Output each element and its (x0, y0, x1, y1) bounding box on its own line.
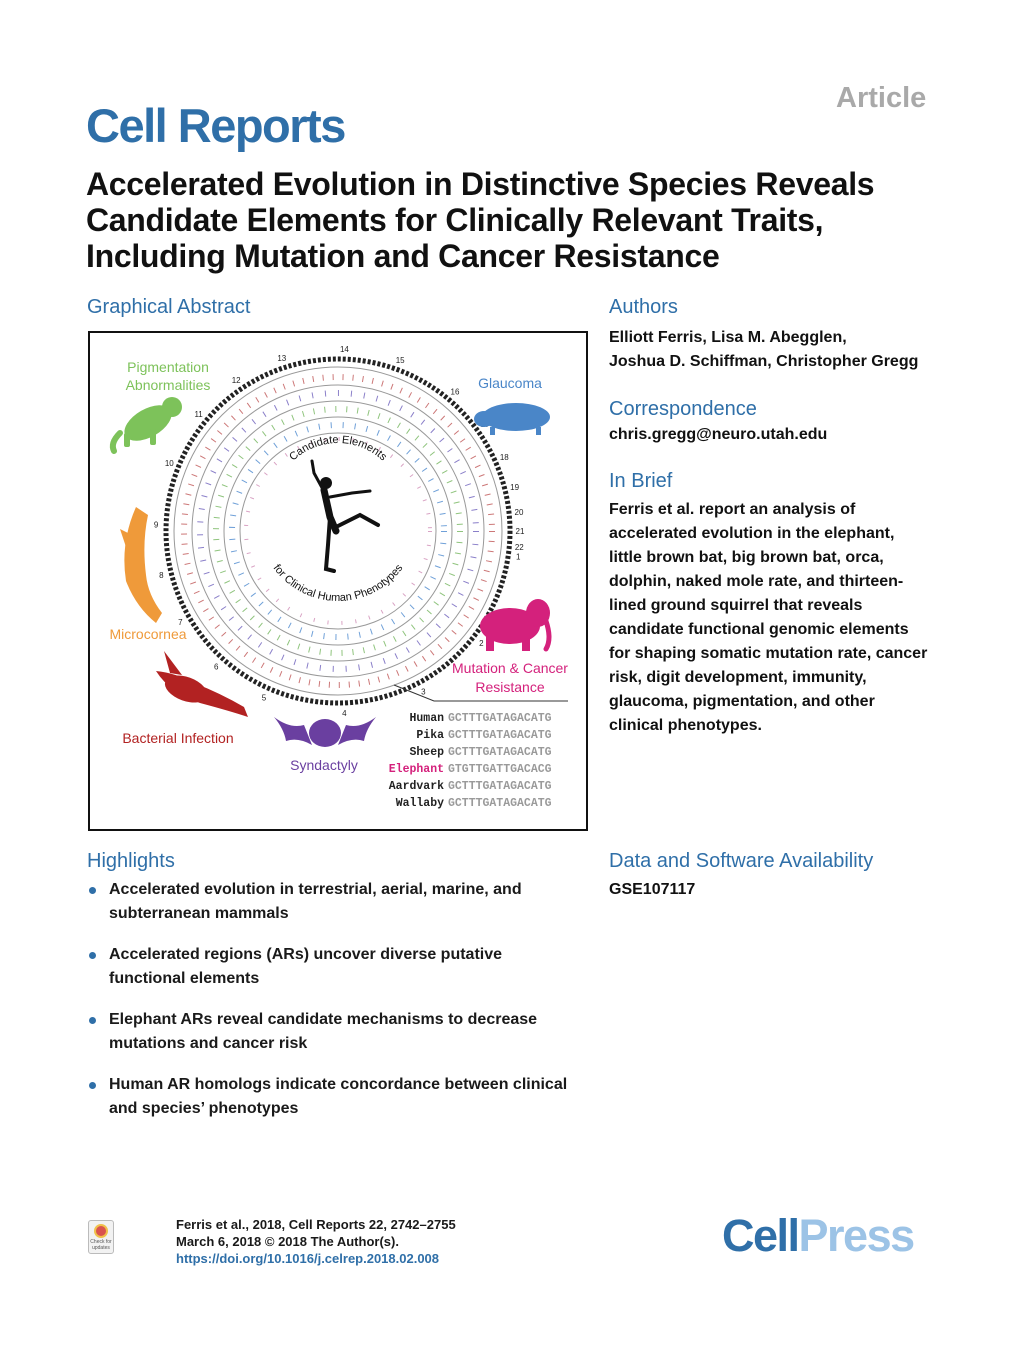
highlight-line: Elephant ARs reveal candidate mechanisms to decrease (109, 1011, 538, 1028)
chromosome-label: 22 (514, 542, 524, 552)
alignment-species: Pika (416, 729, 444, 742)
chromosome-label: 8 (159, 571, 164, 580)
mole-rat-icon (474, 403, 550, 435)
correspondence-heading: Correspondence (609, 398, 757, 420)
article-type-label: Article (836, 82, 927, 114)
glaucoma-group (474, 375, 550, 435)
citation-date: March 6, 2018 © 2018 The Author(s). (176, 1234, 399, 1249)
in-brief-line: risk, digit development, immunity, (609, 669, 867, 686)
check-updates-badge[interactable] (88, 1220, 114, 1254)
chromosome-label: 5 (261, 693, 267, 703)
authors-line: Joshua D. Schiffman, Christopher Gregg (609, 353, 919, 370)
highlight-item (88, 943, 598, 991)
in-brief-heading: In Brief (609, 470, 673, 492)
chromosome-label: 11 (194, 410, 203, 419)
chromosome-label: 13 (277, 353, 287, 363)
graphical-abstract-heading: Graphical Abstract (87, 296, 251, 318)
citation-line: Ferris et al., 2018, Cell Reports 22, 2742–2755 (176, 1217, 456, 1232)
chromosome-label: 9 (153, 520, 159, 530)
highlight-line: Accelerated regions (ARs) uncover diverse putative (109, 946, 503, 963)
in-brief-line: dolphin, naked mole rate, and thirteen- (609, 573, 904, 590)
badge-text-line: Check for (90, 1239, 112, 1245)
authors-heading: Authors (609, 296, 678, 318)
check-updates-icon (94, 1224, 108, 1238)
alignment-sequence: GCTTTGATAGACATG (448, 746, 552, 759)
in-brief-line: candidate functional genomic elements (609, 621, 909, 638)
chromosome-label: 6 (213, 662, 219, 672)
alignment-sequence: GCTTTGATAGACATG (448, 729, 552, 742)
highlight-item (88, 1073, 598, 1121)
journal-name: Cell Reports (86, 99, 345, 152)
pigmentation-label-line2: Abnormalities (125, 377, 211, 393)
highlights-heading: Highlights (87, 850, 175, 872)
title-line: Including Mutation and Cancer Resistance (86, 238, 720, 274)
correspondence-email[interactable]: chris.gregg@neuro.utah.edu (609, 426, 828, 443)
circle-text-top: Candidate Elements (287, 433, 389, 464)
alignment-species: Sheep (409, 746, 444, 759)
in-brief-line: lined ground squirrel that reveals (609, 597, 863, 614)
in-brief-text (609, 498, 927, 738)
highlights-list (88, 878, 598, 1138)
authors-line: Elliott Ferris, Lisa M. Abegglen, (609, 329, 847, 346)
chromosome-label: 3 (421, 687, 426, 697)
microcornea-label: Microcornea (109, 626, 187, 642)
bacterial-label: Bacterial Infection (122, 730, 234, 746)
highlight-line: Human AR homologs indicate concordance between clinical (109, 1076, 568, 1093)
authors-list (609, 326, 918, 374)
sequence-alignment (389, 712, 552, 810)
chromosome-label: 15 (395, 356, 405, 365)
syndactyly-group (274, 717, 376, 773)
chromosome-label: 7 (178, 618, 183, 627)
highlight-line: subterranean mammals (109, 905, 289, 922)
orca-icon (156, 651, 248, 717)
in-brief-line: little brown bat, big brown bat, orca, (609, 549, 884, 566)
chromosome-label: 1 (515, 552, 521, 562)
pigmentation-label-line1: Pigmentation (127, 359, 209, 375)
highlight-item (88, 878, 598, 926)
chromosome-label: 4 (342, 708, 347, 718)
doi-link[interactable]: https://doi.org/10.1016/j.celrep.2018.02.008 (176, 1251, 440, 1266)
highlight-line: functional elements (109, 970, 260, 987)
elephant-icon (480, 599, 550, 651)
alignment-sequence: GCTTTGATAGACATG (448, 780, 552, 793)
in-brief-line: Ferris et al. report an analysis of (609, 501, 856, 518)
chromosome-label: 14 (339, 345, 349, 355)
glaucoma-label: Glaucoma (478, 375, 542, 391)
data-accession[interactable]: GSE107117 (609, 881, 696, 898)
alignment-species: Aardvark (388, 780, 444, 793)
dancer-icon (312, 461, 378, 571)
graphical-abstract-svg (90, 333, 586, 829)
in-brief-line: for shaping somatic mutation rate, cancer (609, 645, 928, 662)
chromosome-label: 19 (510, 483, 520, 492)
chromosome-label: 10 (164, 458, 174, 468)
chromosome-label: 21 (515, 527, 525, 536)
in-brief-line: clinical phenotypes. (609, 717, 762, 734)
alignment-sequence: GCTTTGATAGACATG (448, 712, 552, 725)
logo-part-press: Press (798, 1210, 914, 1261)
title-line: Candidate Elements for Clinically Relevant Traits, (86, 202, 824, 238)
cellpress-logo (722, 1210, 914, 1262)
microcornea-group (109, 507, 186, 642)
mutation-cancer-group (452, 599, 568, 695)
data-availability-heading: Data and Software Availability (609, 850, 874, 872)
highlight-line: mutations and cancer risk (109, 1035, 308, 1052)
chromosome-label: 16 (450, 387, 460, 397)
highlight-item (88, 1008, 598, 1056)
logo-part-cell: Cell (722, 1210, 799, 1261)
alignment-species: Wallaby (395, 797, 444, 810)
title-line: Accelerated Evolution in Distinctive Species Reveals (86, 166, 875, 202)
alignment-species: Elephant (388, 763, 444, 776)
alignment-species: Human (409, 712, 444, 725)
chromosome-label: 18 (499, 453, 509, 462)
syndactyly-label: Syndactyly (290, 757, 358, 773)
squirrel-icon (113, 397, 182, 451)
article-title (86, 166, 966, 274)
mutation-cancer-label-line2: Resistance (475, 679, 545, 695)
mutation-cancer-label-line1: Mutation & Cancer (452, 660, 568, 676)
chromosome-label: 12 (231, 376, 241, 386)
alignment-sequence: GTGTTGATTGACACG (448, 763, 552, 776)
badge-text-line: updates (92, 1245, 110, 1251)
highlight-line: and species’ phenotypes (109, 1100, 299, 1117)
alignment-sequence: GCTTTGATAGACATG (448, 797, 552, 810)
in-brief-line: glaucoma, pigmentation, and other (609, 693, 875, 710)
chromosome-label: 2 (479, 639, 484, 649)
circle-text-bottom: for Clinical Human Phenotypes (270, 562, 406, 605)
citation-block (176, 1216, 456, 1267)
in-brief-line: accelerated evolution in the elephant, (609, 525, 895, 542)
bat-icon (274, 717, 376, 747)
highlight-line: Accelerated evolution in terrestrial, aerial, marine, and (109, 881, 522, 898)
graphical-abstract-figure (88, 331, 588, 831)
chromosome-label: 20 (514, 508, 524, 517)
